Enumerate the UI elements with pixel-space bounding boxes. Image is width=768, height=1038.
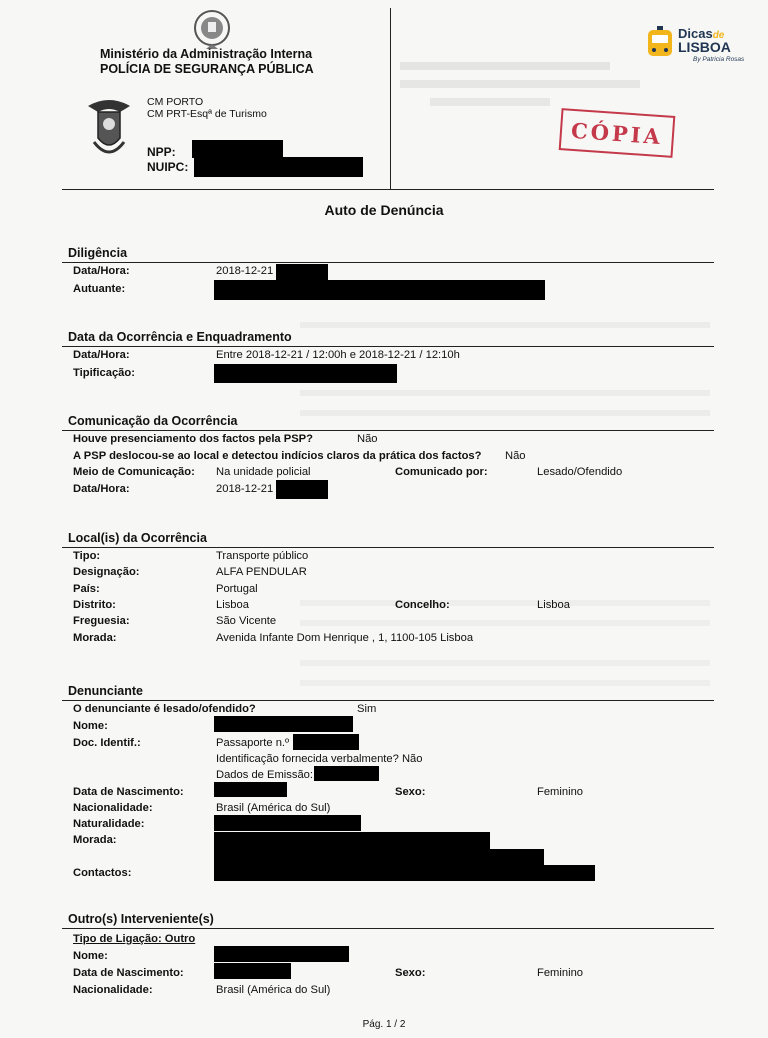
denunciante-sexo-label: Sexo: (395, 786, 426, 798)
denunciante-nacionalidade-label: Nacionalidade: (73, 802, 153, 814)
denunciante-heading: Denunciante (68, 684, 144, 698)
interveniente-nacionalidade-value: Brasil (América do Sul) (216, 984, 331, 996)
freguesia-value: São Vicente (216, 615, 277, 627)
distrito-value: Lisboa (216, 599, 249, 611)
denunciante-nacionalidade-value: Brasil (América do Sul) (216, 802, 331, 814)
denunciante-nome-redacted (214, 716, 353, 732)
local-morada-value: Avenida Infante Dom Henrique , 1, 1100-105 Lisboa (216, 632, 474, 644)
brand-tagline: By Patricia Rosas (693, 56, 745, 63)
brand-name-bottom: LISBOA (678, 39, 731, 55)
brand-name-accent: de (712, 30, 725, 41)
republic-emblem-icon (192, 8, 232, 50)
passport-redacted (293, 734, 359, 750)
lesado-question: O denunciante é lesado/ofendido? (73, 703, 256, 715)
ministry-name: Ministério da Administração Interna (100, 47, 313, 61)
document-title: Auto de Denúncia (324, 202, 444, 218)
copy-stamp-text: CÓPIA (570, 117, 664, 149)
doc-value: Passaporte n.º (216, 737, 290, 749)
concelho-label: Concelho: (395, 599, 450, 611)
autuante-label: Autuante: (73, 283, 126, 295)
morada-redacted (214, 832, 490, 850)
header-divider (390, 8, 391, 190)
nuipc-label: NUIPC: (147, 160, 189, 174)
interveniente-nome-redacted (214, 946, 349, 962)
tipificacao-label: Tipificação: (73, 367, 135, 379)
denunciante-nasc-label: Data de Nascimento: (73, 786, 184, 798)
ocorrencia-datetime-value: Entre 2018-12-21 / 12:00h e 2018-12-21 / 12:10h (216, 349, 460, 361)
unit-line-2: CM PRT-Esqª de Turismo (147, 108, 267, 120)
denunciante-nome-label: Nome: (73, 720, 108, 732)
ocorrencia-heading: Data da Ocorrência e Enquadramento (68, 330, 292, 344)
interveniente-nacionalidade-label: Nacionalidade: (73, 984, 153, 996)
ocorrencia-rule (62, 346, 714, 347)
interveniente-nasc-redacted (214, 963, 291, 979)
meio-label: Meio de Comunicação: (73, 466, 195, 478)
unit-line-1: CM PORTO (147, 96, 204, 108)
distrito-label: Distrito: (73, 599, 116, 611)
presenciamento-question: Houve presenciamento dos factos pela PSP? (73, 433, 313, 445)
doc-label: Doc. Identif.: (73, 737, 141, 749)
autuante-redacted (214, 280, 545, 300)
header-bottom-rule (62, 189, 714, 190)
diligencia-heading: Diligência (68, 246, 128, 260)
comunicacao-datetime-value: 2018-12-21 (216, 483, 274, 495)
denunciante-sexo-value: Feminino (537, 786, 584, 798)
comunicado-value: Lesado/Ofendido (537, 466, 623, 478)
designacao-value: ALFA PENDULAR (216, 566, 307, 578)
brand-name-top: Dicas (678, 26, 713, 41)
deslocou-answer: Não (505, 450, 526, 462)
naturalidade-redacted (214, 815, 361, 831)
lesado-answer: Sim (357, 703, 377, 715)
brand-logo (645, 24, 755, 74)
contactos-redacted-2 (537, 865, 595, 881)
tipo-label: Tipo: (73, 550, 101, 562)
local-morada-label: Morada: (73, 632, 117, 644)
page-number: Pág. 1 / 2 (362, 1019, 406, 1030)
pais-label: País: (73, 583, 100, 595)
diligencia-datetime-label: Data/Hora: (73, 265, 130, 277)
nuipc-redacted (194, 157, 363, 177)
ident-verbal: Identificação fornecida verbalmente? Não (216, 753, 423, 765)
denunciante-nasc-redacted (214, 782, 287, 797)
denunciante-morada-label: Morada: (73, 834, 117, 846)
tipo-value: Transporte público (216, 550, 309, 562)
comunicado-label: Comunicado por: (395, 466, 488, 478)
deslocou-question: A PSP deslocou-se ao local e detectou indícios claros da prática dos factos? (73, 450, 482, 462)
copy-stamp (559, 108, 676, 158)
emissao-redacted (314, 766, 379, 781)
freguesia-label: Freguesia: (73, 615, 130, 627)
diligencia-time-redacted (276, 264, 328, 280)
interveniente-nasc-label: Data de Nascimento: (73, 967, 184, 979)
contactos-label: Contactos: (73, 867, 132, 879)
interveniente-sexo-value: Feminino (537, 967, 584, 979)
presenciamento-answer: Não (357, 433, 378, 445)
psp-crest-icon (84, 92, 134, 164)
npp-redacted (192, 140, 283, 158)
intervenientes-rule (62, 928, 714, 929)
intervenientes-heading: Outro(s) Interveniente(s) (68, 912, 214, 926)
naturalidade-label: Naturalidade: (73, 818, 145, 830)
npp-label: NPP: (147, 145, 176, 159)
concelho-value: Lisboa (537, 599, 570, 611)
local-rule (62, 547, 714, 548)
tipificacao-redacted (214, 364, 397, 383)
tram-icon (645, 26, 675, 62)
police-name: POLÍCIA DE SEGURANÇA PÚBLICA (100, 62, 314, 76)
diligencia-datetime-value: 2018-12-21 (216, 265, 274, 277)
interveniente-nome-label: Nome: (73, 950, 108, 962)
local-heading: Local(is) da Ocorrência (68, 531, 207, 545)
comunicacao-time-redacted (276, 480, 328, 499)
ocorrencia-datetime-label: Data/Hora: (73, 349, 130, 361)
ligacao-type: Tipo de Ligação: Outro (73, 933, 196, 945)
meio-value: Na unidade policial (216, 466, 311, 478)
denunciante-rule (62, 700, 714, 701)
interveniente-sexo-label: Sexo: (395, 967, 426, 979)
comunicacao-heading: Comunicação da Ocorrência (68, 414, 238, 428)
comunicacao-datetime-label: Data/Hora: (73, 483, 130, 495)
diligencia-rule (62, 262, 714, 263)
designacao-label: Designação: (73, 566, 140, 578)
contactos-redacted (214, 864, 544, 881)
dados-emissao: Dados de Emissão: (216, 769, 314, 781)
pais-value: Portugal (216, 583, 258, 595)
comunicacao-rule (62, 430, 714, 431)
